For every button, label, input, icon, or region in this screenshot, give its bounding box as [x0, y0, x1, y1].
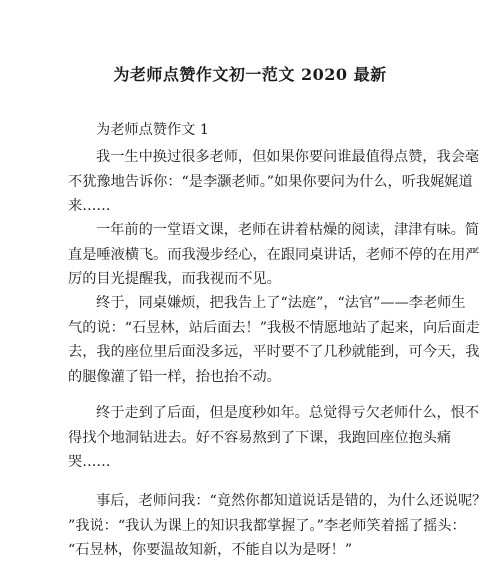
section-subtitle — [68, 118, 466, 143]
paragraph-line: 终于，同桌嫌烦，把我告上了“法庭”，“法官”——李老师生 — [96, 295, 466, 311]
paragraph-4 — [68, 401, 480, 475]
paragraph-line: 来…… — [68, 198, 111, 214]
paragraph-line: 得找个地洞钻进去。好不容易熬到了下课，我跑回座位抱头痛 — [68, 429, 452, 446]
paragraph-line: ”我说：“我认为课上的知识我都掌握了。”李老师笑着摇了摇头： — [68, 517, 466, 534]
paragraph-line: 气的说：“石昱林，站后面去！”我极不情愿地站了起来，向后面走 — [68, 319, 480, 336]
paragraph-line: 终于走到了后面，但是度秒如年。总觉得亏欠老师什么，恨不 — [96, 405, 480, 421]
paragraph-line: 去，我的座位里后面没多远，平时要不了几秒就能到，可今天，我 — [68, 344, 480, 360]
paragraph-2 — [68, 218, 480, 292]
document-title: 为老师点赞作文初一范文 2020 最新 — [113, 65, 387, 84]
paragraph-line: 的腿像灌了铅一样，抬也抬不动。 — [68, 368, 281, 385]
paragraph-1 — [68, 145, 480, 219]
paragraph-line: 一年前的一堂语文课，老师在讲着枯燥的阅读，津津有味。简 — [96, 222, 480, 238]
paragraph-line: 哭…… — [68, 454, 111, 470]
paragraph-line: 厉的目光提醒我，而我视而不见。 — [68, 271, 281, 287]
paragraph-line: “石昱林，你要温故知新，不能自以为是呀！” — [68, 542, 353, 558]
paragraph-line: 事后，老师问我：“竟然你都知道说话是错的，为什么还说呢？ — [96, 493, 487, 509]
paragraph-line: 直是唾液横飞。而我漫步经心，在跟同桌讲话，老师不停的在用严 — [68, 246, 480, 263]
paragraph-line: 我一生中换过很多老师，但如果你要问谁最值得点赞，我会毫 — [96, 149, 480, 165]
subtitle-text: 为老师点赞作文 1 — [96, 122, 209, 138]
paragraph-5 — [68, 489, 487, 563]
paragraph-line: 不犹豫地告诉你：“是李灏老师。”如果你要问为什么，听我娓娓道 — [68, 173, 473, 190]
paragraph-3 — [68, 291, 480, 389]
